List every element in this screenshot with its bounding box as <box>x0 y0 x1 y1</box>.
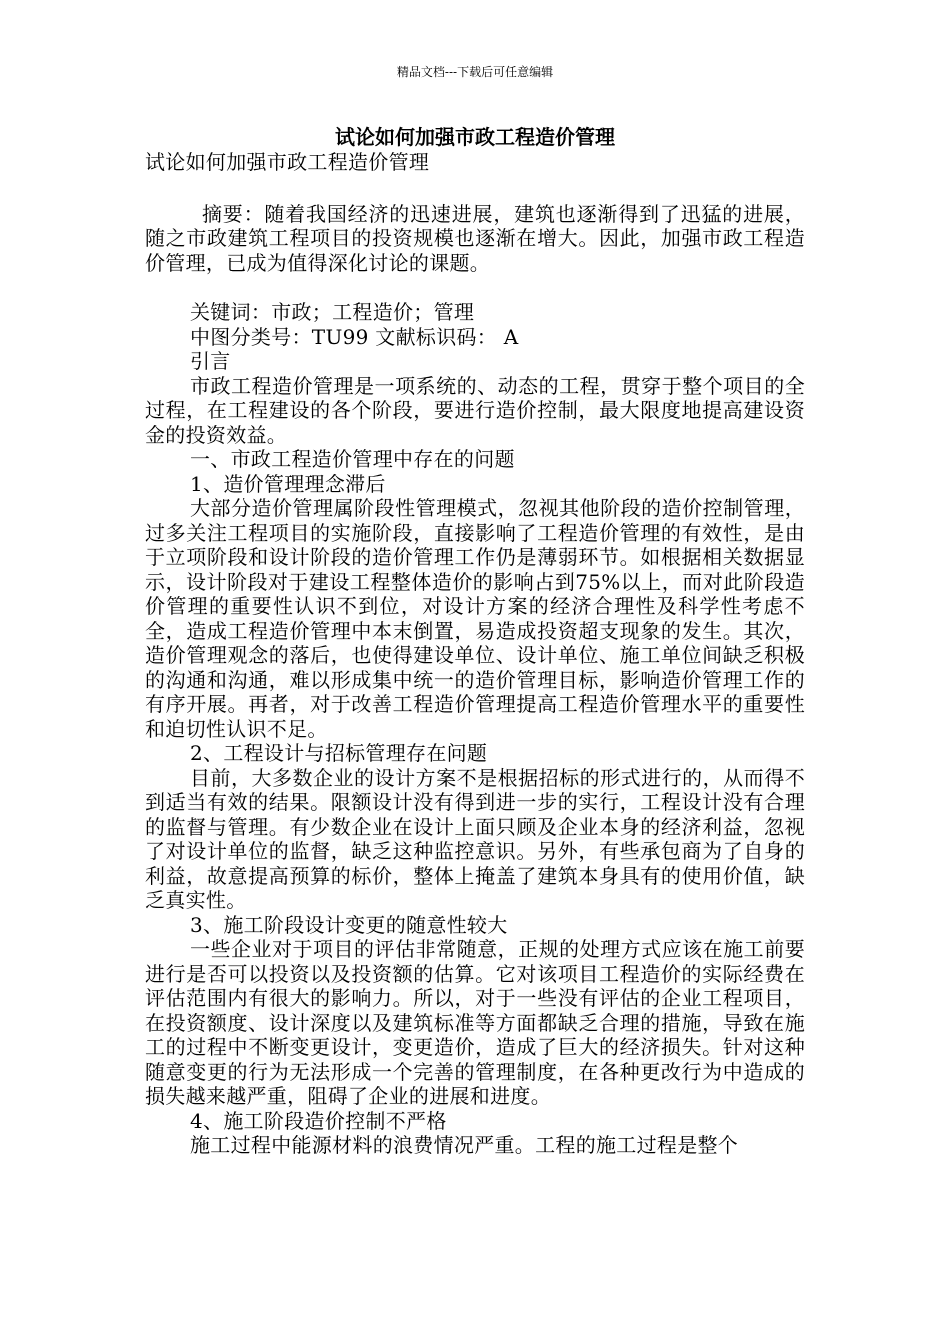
paragraph-1: 大部分造价管理属阶段性管理模式，忽视其他阶段的造价控制管理，过多关注工程项目的实施阶段，直接影响了工程造价管理的有效性，是由于立项阶段和设计阶段的造价管理工作仍是薄弱环节。如根据相关数据显示，设计阶段对于建设工程整体造价的影响占到75%以上，而对此阶段造价管理的重要性认识不到位，对设计方案的经济合理性及科学性考虑不全，造成工程造价管理中本末倒置，易造成投资超支现象的发生。其次，造价管理观念的落后，也使得建设单位、设计单位、施工单位间缺乏积极的沟通和沟通，难以形成集中统一的造价管理目标，影响造价管理工作的有序开展。再者，对于改善工程造价管理提高工程造价管理水平的重要性和迫切性认识不足。 <box>145 496 805 741</box>
subsection-heading-4: 4、施工阶段造价控制不严格 <box>190 1108 447 1133</box>
subsection-heading-1: 1、造价管理理念滞后 <box>190 471 386 496</box>
section-heading-intro: 引言 <box>190 349 231 373</box>
intro-paragraph: 市政工程造价管理是一项系统的、动态的工程，贯穿于整个项目的全过程，在工程建设的各个阶段，要进行造价控制，最大限度地提高建设资金的投资效益。 <box>145 373 805 447</box>
subtitle-line: 试论如何加强市政工程造价管理 <box>145 150 430 174</box>
abstract-paragraph: 摘要：随着我国经济的迅速进展，建筑也逐渐得到了迅猛的进展，随之市政建筑工程项目的投资规模也逐渐在增大。因此，加强市政工程造价管理，已成为值得深化讨论的课题。 <box>145 201 805 275</box>
header-note: 精品文档---下载后可任意编辑 <box>396 65 554 79</box>
document-body <box>145 150 805 1158</box>
document-title: 试论如何加强市政工程造价管理 <box>335 125 615 149</box>
subsection-heading-2: 2、工程设计与招标管理存在问题 <box>190 741 488 765</box>
paragraph-4: 施工过程中能源材料的浪费情况严重。工程的施工过程是整个 <box>190 1133 739 1157</box>
subsection-heading-3: 3、施工阶段设计变更的随意性较大 <box>190 912 508 937</box>
paragraph-2: 目前，大多数企业的设计方案不是根据招标的形式进行的，从而得不到适当有效的结果。限额设计没有得到进一步的实行，工程设计没有合理的监督与管理。有少数企业在设计上面只顾及企业本身的经济利益，忽视了对设计单位的监督，缺乏这种监控意识。另外，有些承包商为了自身的利益，故意提高预算的标价，整体上掩盖了建筑本身具有的使用价值，缺乏真实性。 <box>145 765 805 912</box>
section-heading-problems: 一、市政工程造价管理中存在的问题 <box>190 447 515 471</box>
keywords-line: 关键词：市政；工程造价；管理 <box>190 300 475 324</box>
paragraph-3: 一些企业对于项目的评估非常随意，正规的处理方式应该在施工前要进行是否可以投资以及投资额的估算。它对该项目工程造价的实际经费在评估范围内有很大的影响力。所以，对于一些没有评估的企业工程项目，在投资额度、设计深度以及建筑标准等方面都缺乏合理的措施，导致在施工的过程中不断变更设计，变更造价，造成了巨大的经济损失。针对这种随意变更的行为无法形成一个完善的管理制度，在各种更改行为中造成的损失越来越严重，阻碍了企业的进展和进度。 <box>145 937 805 1108</box>
classification-line: 中图分类号：TU99 文献标识码： A <box>190 324 519 349</box>
